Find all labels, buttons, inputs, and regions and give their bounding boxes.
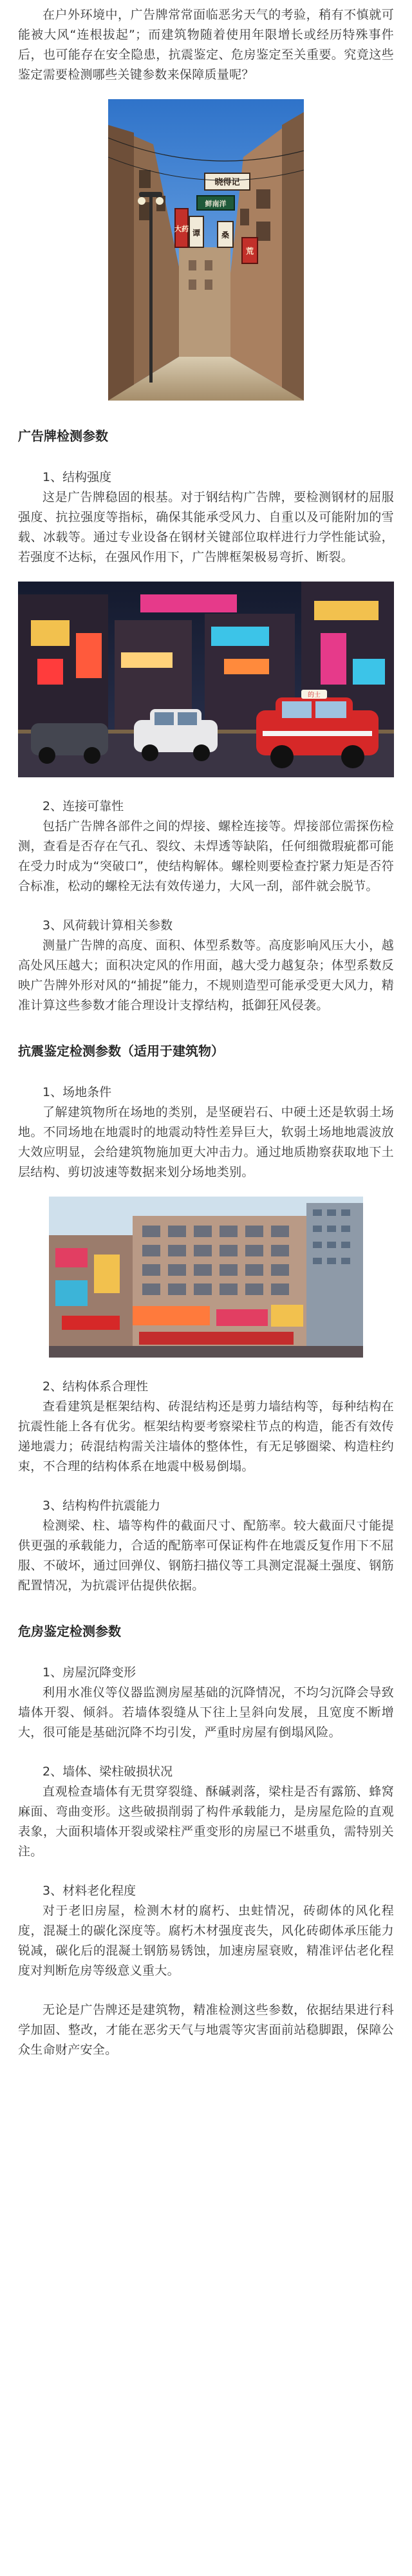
billboard-item-1-body: 这是广告牌稳固的根基。对于钢结构广告牌，要检测钢材的屈服强度、抗拉强度等指标，确保其能承受风力、自重以及可能附加的雪载、冰载等。通过专业设备在钢材关键部位取样进行力学性能试验，若强度不达标，在强风作用下，广告牌框架极易弯折、断裂。 [18, 490, 394, 564]
danger-item-1-body: 利用水准仪等仪器监测房屋基础的沉降情况，不均匀沉降会导致墙体开裂、倾斜。若墙体裂缝从下往上呈斜向发展，且宽度不断增大，很可能是基础沉降不均引发，严重时房屋有倒塌风险。 [18, 1685, 394, 1739]
sign-text-5: 桑 [221, 231, 230, 240]
billboard-item-3-body: 测量广告牌的高度、面积、体型系数等。高度影响风压大小，越高处风压越大；面积决定风的作用面，越大受力越复杂；体型系数反映广告牌外形对风的“捕捉”能力，不规则造型可能承受更大风力，精准计算这些参数才能合理设计支撑结构，抵御狂风侵袭。 [18, 938, 394, 1012]
seismic-item-1-heading: 1、场地条件 [42, 1085, 112, 1099]
seismic-item-2-body: 查看建筑是框架结构、砖混结构还是剪力墙结构等，每种结构在抗震性能上各有优劣。框架结构要考察梁柱节点的构造，能否有效传递地震力；砖混结构需关注墙体的整体性，有无足够圈梁、构造柱约束，不合理的结构体系在地震中极易倒塌。 [18, 1399, 394, 1473]
night-street-photo [18, 582, 394, 777]
danger-item-3-heading: 3、材料老化程度 [42, 1884, 136, 1898]
conclusion-paragraph: 无论是广告牌还是建筑物，精准检测这些参数，依据结果进行科学加固、整改，才能在恶劣天气与地震等灾害面前站稳脚跟，保障公众生命财产安全。 [18, 2003, 394, 2057]
sign-text-2: 鲜南洋 [205, 200, 227, 208]
seismic-section-title: 抗震鉴定检测参数（适用于建筑物） [18, 1043, 224, 1059]
billboard-item-2-heading: 2、连接可靠性 [42, 799, 124, 813]
billboard-section-title: 广告牌检测参数 [18, 428, 108, 444]
billboard-item-1-heading: 1、结构强度 [42, 470, 112, 484]
sign-text-3: 大药 [174, 225, 189, 233]
danger-item-2-body: 直观检查墙体有无贯穿裂缝、酥碱剥落，梁柱是否有露筋、蜂窝麻面、弯曲变形。这些破损削弱了构件承载能力，是房屋危险的直观表象，大面积墙体开裂或梁柱严重变形的房屋已不堪重负，需特别关注。 [18, 1785, 394, 1859]
seismic-item-1-body: 了解建筑物所在场地的类别，是坚硬岩石、中硬土还是软弱土场地。不同场地在地震时的地震动特性差异巨大，软弱土场地地震波放大效应明显，会给建筑物施加更大冲击力。通过地质勘察获取地下土层结构、剪切波速等数据来划分场地类别。 [18, 1105, 394, 1179]
billboard-item-2-body: 包括广告牌各部件之间的焊接、螺栓连接等。焊接部位需探伤检测，查看是否存在气孔、裂纹、未焊透等缺陷，任何细微瑕疵都可能在受力时成为“突破口”，使结构解体。螺栓则要检查拧紧力矩是否符合标准，松动的螺栓无法有效传递力，大风一刮，部件就会脱节。 [18, 819, 394, 893]
seismic-item-3-heading: 3、结构构件抗震能力 [42, 1499, 161, 1513]
sign-text-1: 晓得记 [214, 178, 240, 187]
dense-buildings-photo [49, 1197, 363, 1358]
sign-text-6: 荒 [245, 247, 254, 256]
seismic-item-3-body: 检测梁、柱、墙等构件的截面尺寸、配筋率。较大截面尺寸能提供更强的承载能力，合适的配筋率可保证构件在地震反复作用下不屈服、不破坏，通过回弹仪、钢筋扫描仪等工具测定混凝土强度、钢筋配置情况，为抗震评估提供依据。 [18, 1519, 394, 1593]
sign-text-4: 谭 [192, 229, 201, 238]
street-signs-photo [108, 99, 304, 401]
danger-item-2-heading: 2、墙体、梁柱破损状况 [42, 1765, 173, 1779]
intro-paragraph: 在户外环境中，广告牌常常面临恶劣天气的考验，稍有不慎就可能被大风“连根拔起”；而建筑物随着使用年限增长或经历特殊事件后，也可能存在安全隐患，抗震鉴定、危房鉴定至关重要。究竟这些鉴定需要检测哪些关键参数来保障质量呢？ [18, 8, 394, 82]
danger-item-1-heading: 1、房屋沉降变形 [42, 1665, 136, 1680]
seismic-item-2-heading: 2、结构体系合理性 [42, 1379, 149, 1394]
danger-section-title: 危房鉴定检测参数 [18, 1624, 121, 1639]
danger-item-3-body: 对于老旧房屋，检测木材的腐朽、虫蛀情况，砖砌体的风化程度，混凝土的碳化深度等。腐朽木材强度丧失，风化砖砌体承压能力锐减，碳化后的混凝土钢筋易锈蚀，加速房屋衰败，精准评估老化程度对判断危房等级意义重大。 [18, 1904, 394, 1978]
taxi-roof-sign: 的士 [308, 692, 321, 699]
billboard-item-3-heading: 3、风荷载计算相关参数 [42, 918, 173, 933]
